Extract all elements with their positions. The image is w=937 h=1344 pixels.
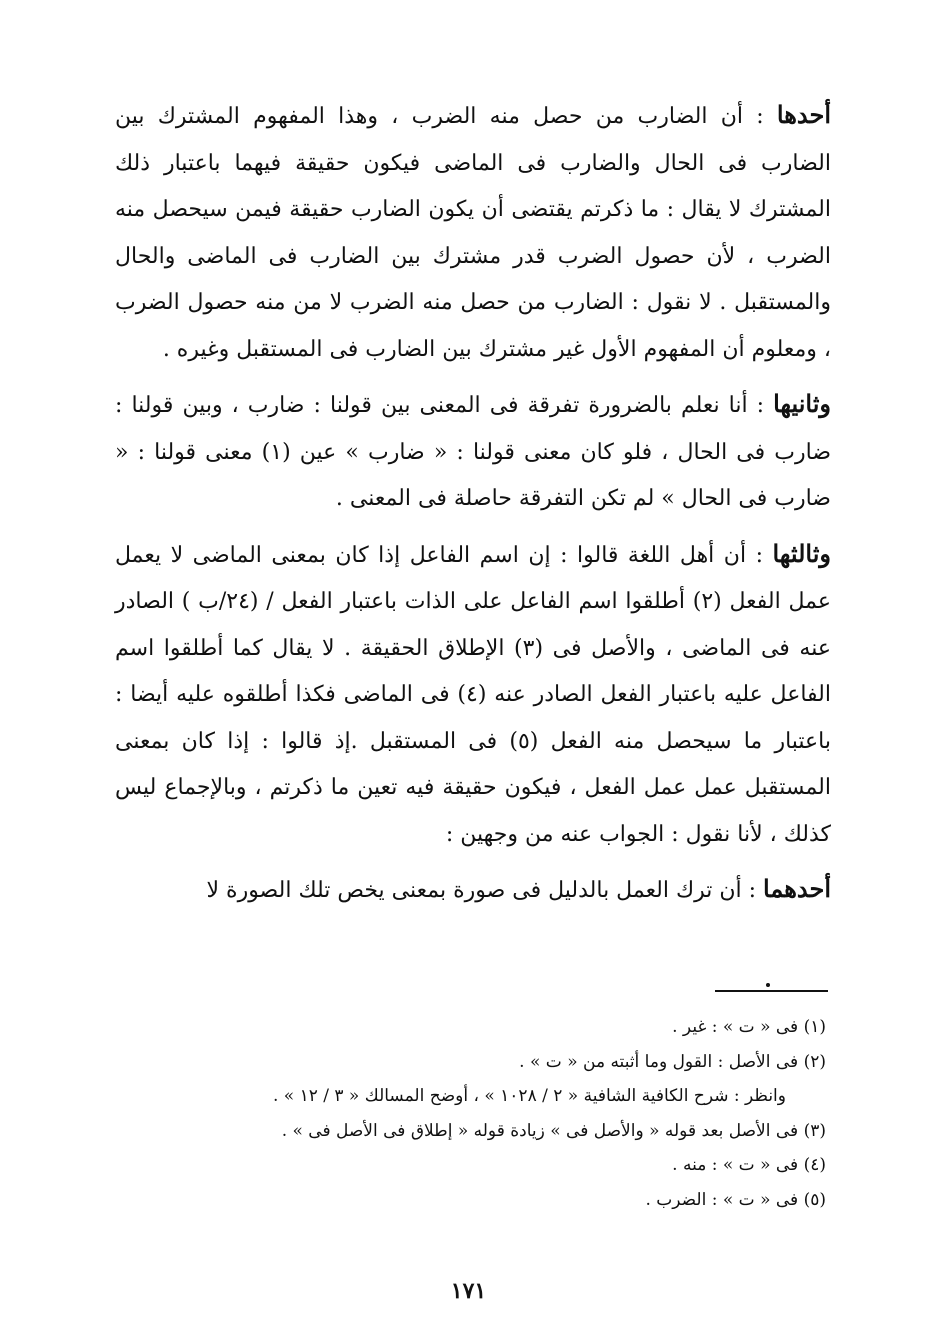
paragraph-text: : أنا نعلم بالضرورة تفرقة فى المعنى بين قولنا : ضارب ، وبين قولنا : ضارب فى الحال ، فلو كان معنى قولنا : « ضارب » عين (١) معنى قولنا : « ضارب فى الحال » لم تكن التفرقة حاصلة فى المعنى . xyxy=(115,393,831,511)
paragraph-first xyxy=(115,92,831,373)
footnote-4: (٤) فى « ت » : منه . xyxy=(672,1155,826,1175)
footnote-3: (٣) فى الأصل بعد قوله « والأصل فى » زيادة قوله « إطلاق فى الأصل فى » . xyxy=(281,1120,826,1141)
paragraph-text: : أن ترك العمل بالدليل فى صورة بمعنى يخص تلك الصورة لا xyxy=(206,878,764,903)
footnote-2: (٢) فى الأصل : القول وما أثبته من « ت » . xyxy=(519,1051,826,1072)
footnote-1: (١) فى « ت » : غير . xyxy=(672,1017,826,1037)
footnote-2-reference: وانظر : شرح الكافية الشافية « ٢ / ١٠٢٨ » ، أوضح المسالك « ٣ / ١٢ » . xyxy=(272,1086,786,1106)
paragraph-fourth xyxy=(115,866,831,915)
paragraph-lead: أحدها xyxy=(776,100,831,129)
footnotes xyxy=(150,1010,826,1217)
footnote-separator xyxy=(715,990,828,992)
paragraph-third xyxy=(115,531,831,859)
paragraph-lead: وثانيها xyxy=(773,389,831,418)
paragraph-text: : أن الضارب من حصل منه الضرب ، وهذا المفهوم المشترك بين الضارب فى الحال والضارب فى الماضى فيكون حقيقة فيهما باعتبار ذلك المشترك لا يقال : ما ذكرتم يقتضى أن يكون الضارب حقيقة فيمن سيحصل منه الضرب ، لأن حصول الضرب قدر مشترك بين الضارب فى الماضى والحال والمستقبل . لا نقول : الضارب من حصل منه الضرب لا من منه حصول الضرب ، ومعلوم أن المفهوم الأول غير مشترك بين الضارب فى المستقبل وغيره . xyxy=(115,104,831,362)
paragraph-second xyxy=(115,381,831,523)
footnote-5: (٥) فى « ت » : الضرب . xyxy=(645,1189,826,1210)
paragraph-lead: وثالثها xyxy=(772,538,831,568)
main-text xyxy=(115,92,831,923)
page-number: ١٧١ xyxy=(450,1278,487,1304)
paragraph-text: : أن أهل اللغة قالوا : إن اسم الفاعل إذا كان بمعنى الماضى لا يعمل عمل الفعل (٢) أطلقوا اسم الفاعل على الذات باعتبار الفعل / (٢٤/ب ) الصادر عنه فى الماضى ، والأصل فى (٣) الإطلاق الحقيقة . لا يقال كما أطلقوا اسم الفاعل عليه باعتبار الفعل الصادر عنه (٤) فى الماضى فكذا أطلقوه عليه أيضا : باعتبار ما سيحصل منه الفعل (٥) فى المستقبل .إذ قالوا : إذا كان بمعنى المستقبل عمل عمل الفعل ، فيكون حقيقة فيه تعين ما ذكرتم ، وبالإجماع ليس كذلك ، لأنا نقول : الجواب عنه من وجهين : xyxy=(115,542,831,847)
paragraph-lead: أحدهما xyxy=(763,874,831,903)
separator-dot xyxy=(766,983,770,987)
